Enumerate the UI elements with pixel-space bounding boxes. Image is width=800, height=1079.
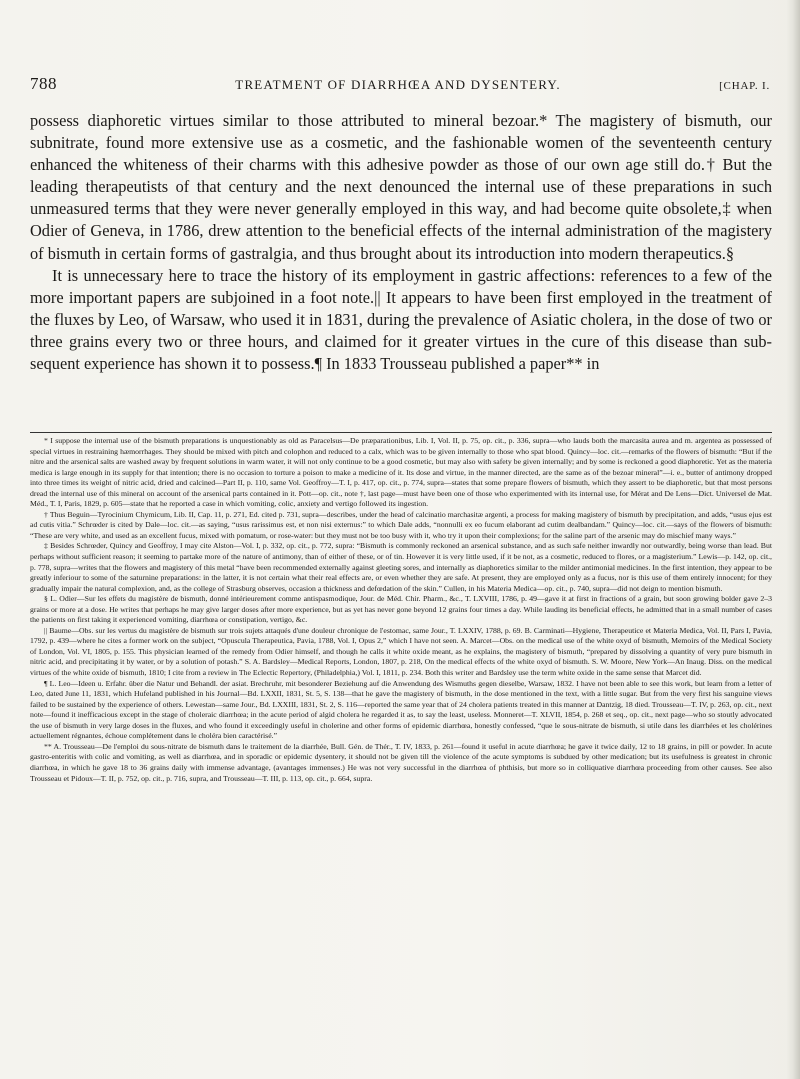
paragraph: possess diaphoretic virtues similar to those attributed to mineral bezoar.* The magistery of bismuth, our subnitrate, found more extensive use as a cosmetic, and the fashionable women of the seventeenth century enhanced the whiteness of their charms with this adhesive powder as those of our own age still do.† But the leading therapeutists of that century and the next denounced the internal use of these preparations in such unmeasured terms that they were never generally employed in this way, and had become quite obsolete,‡ when Odier of Geneva, in 1786, drew attention to the beneficial effects of the internal administration of the magistery of bismuth in certain forms of gastralgia, and thus brought about its introduction into modern therapeutics.§ xyxy=(30,111,772,263)
main-text xyxy=(30,110,772,375)
footnotes xyxy=(30,436,772,784)
page-number: 788 xyxy=(30,74,57,93)
footnote: ** A. Trousseau—De l'emploi du sous-nitrate de bismuth dans le traitement de la diarrhée, Bull. Gén. de Thér., T. IV, 1833, p. 261—found it useful in acute diarrhœa; he gave it twice daily, 12 to 18 grains, in pill or powder. In acute gastro-enteritis with colic and vomiting, as well as diarrhœa, and in sporadic or epidemic dysentery, it should not be given till the violence of the acute symptoms is subdued by other medication; but its usefulness is greatest in chronic diarrhœa, in which he gave 18 to 36 grains daily with immense advantage, (avantages immenses.) He was not very successful in the diarrhœa of phthisis, but more so in colliquative diarrhœa proceeding from other causes. See also Trousseau et Pidoux—T. II, p. 752, op. cit., p. 716, supra, and Trousseau—T. III, p. 113, op. cit., p. 664, supra. xyxy=(30,741,772,783)
footnote: † Thus Beguin—Tyrocinium Chymicum, Lib. II, Cap. 11, p. 271, Ed. cited p. 731, supra—describes, under the head of calcinatio marchasitæ argenti, a process for making magistery of bismuth by precipitation, and adds, “usus ejus est ad cutis vitia.” Schrœder is cited by Dale—loc. cit.—as saying, “usus rarissimus est, et non nisi externus:” to which Dale adds, “nonnulli ex eo fucum elaborant ad cutim dealbandam.” Quincy—loc. cit.—says of the flowers of bismuth: “These are very white, and used as an excellent fucus, mixed with pomatum, or rose-water: but they must not be too busy with it, who try it upon their complexions; for the saline part of the arsenic may do mischief many ways.” xyxy=(30,509,772,540)
footnote: ‡ Besides Schrœder, Quincy and Geoffroy, I may cite Alston—Vol. I, p. 332, op. cit., p. 772, supra: “Bismuth is commonly reckoned an arsenical substance, and as such safe neither inwardly nor outwardly, being worse than lead. But perhaps without sufficient reason; it seeming to partake more of the nature of antimony, than of either of these, or of tin. However it is very little used, if it be not, as a cosmetic, reduced to flores, or a magisterium.” Lewis—p. 142, op. cit., p. 778, supra—writes that the flowers and magistery of this metal “have been recommended externally against gleeting sores, and internally as diaphoretics similar to the milder antimonial medicines. In the first intention, they appear to be greatly inferiour to some of the saturnine preparations: in the latter, it is not certain what their real effects are, or even whether they are safe. At present, they are employed only as a fucus, nor is this use of them entirely innocent; for they gradually impair the natural complexion, and, as the college of Strasburg observes, occasion a thickness and defœdation of the skin.” Cullen, in his Materia Medica—op. cit., p. 740, supra—did not deign to mention bismuth. xyxy=(30,541,772,593)
paragraph: It is unnecessary here to trace the history of its employment in gastric affections: references to a few of the more important papers are subjoined in a foot note.|| It appears to have been first employed in the treatment of the fluxes by Leo, of Warsaw, who used it in 1831, during the prevalence of Asiatic cholera, in the dose of two or three grains every two or three hours, and claimed for it greater virtues in the cure of this disease than sub-sequent experience has shown it to possess.¶ In 1833 Trousseau published a paper** in xyxy=(30,265,772,374)
footnote: § L. Odier—Sur les effets du magistère de bismuth, donné intérieurement comme antispasmodique, Jour. de Méd. Chir. Pharm., &c., T. LXVIII, 1786, p. 49—gave it at first in fractions of a grain, but soon growing bolder gave 2–3 grains or more at a dose. He writes that perhaps he may give larger doses after more experience, but as yet has never gone beyond 12 grains four times a day. While lauding its beneficial effects, he admitted that in a small number of cases the patients on first taking it experienced vomiting, diarrhœa or constipation, vertigo, &c. xyxy=(30,594,772,625)
page-header xyxy=(30,74,770,96)
chapter-label: [CHAP. I. xyxy=(719,80,770,92)
footnote: ¶ L. Leo—Ideen u. Erfahr. über die Natur und Behandl. der asiat. Brechruhr, mit besonderer Beziehung auf die Anwendung des Wismuths gegen dieselbe, Warsaw, 1832. I have not been able to see this work, but learn from a letter of Leo, dated June 11, 1831, which Hufeland published in his Journal—Bd. LXXII, 1831, St. 5, S. 138—that he gave the magistery of bismuth, in the dose mentioned in the text, with a little sugar. But from the very first his sanguine views failed to be sustained by the experience of others. Lewestan—same Jour., Bd. LXXIII, 1831, St. 2, S. 116—reported the same year that of 24 cholera patients treated in this manner at Dantzig, 18 died. Trousseau—T. IV, p. 263, op. cit., next note—found it inefficacious except in the stage of choleraic diarrhœa; in the acute period of algid cholera he regarded it as, to say the least, useless. Monneret—T. XLVII, 1854, p. 268 et seq., op. cit., next page—who so stoutly advocated the use of bismuth in very large doses in the fluxes, and who found it exceedingly useful in cholerine and other forms of epidemic diarrhœa, honestly confessed, “que le sous-nitrate de bismuth, si utile dans les diarrhées et les cholérines actuellement régnantes, échoue complétement dans le choléra bien caractérisé.” xyxy=(30,678,772,741)
footnote-rule xyxy=(30,432,772,433)
running-title: TREATMENT OF DIARRHŒA AND DYSENTERY. xyxy=(235,77,561,92)
page-edge-shadow xyxy=(786,0,800,1079)
footnote: * I suppose the internal use of the bismuth preparations is unquestionably as old as Paracelsus—De præparationibus, Lib. I, Vol. II, p. 75, op. cit., p. 336, supra—who lauds both the marcasita aurea and m. argentea as possessed of special virtues in restraining hæmorrhages. They should be mixed with pitch and colophon and reduced to a calx, which was to be given internally to those who spat blood. Quincy—loc. cit.—remarks of the flowers of bismuth: “But if the nitre and the arsenical salts are washed away by frequent solutions in warm water, it will not only continue to be a good cosmetic, but may also with safety be given internally; and by some is reckoned a good diaphoretic. Yet as the materia medica is large enough in its supply for that intention; there is no occasion to torture a poison to make a medicine of it. Its dose and virtue, in the manner directed, are the same as of the bezoar mineral”—i. e., butter of antimony dropped into three times its weight of nitric acid, dried and calcined—Part II, p. 110, same Vol. Geoffroy—T. I, p. 417, op. cit., p. 774, supra—states that some prepare flowers of bismuth, which they assert to be diaphoretic, but that most persons dread the internal use of this mineral on account of the arsenical parts contained in it. Pott—op. cit., note †, last page—must have been one of those who experimented with its internal use, for Mérat and De Lens—Dict. Universel de Mat. Méd., T. I, Paris, 1829, p. 605—state that he reported a case in which vomiting, colic, anxiety and vertigo followed its ingestion. xyxy=(30,436,772,509)
footnote: || Baume—Obs. sur les vertus du magistère de bismuth sur trois sujets attaqués d'une douleur chronique de l'estomac, same Jour., T. LXXIV, 1788, p. 69. B. Carminati—Hygiene, Therapeutice et Materia Medica, Vol. II, Pars I, Pavia, 1792, p. 439—where he cites a former work on the subject, “Opuscula Therapeutica, Pavia, 1788, Vol. I, Opus 2,” which I have not seen. A. Marcet—Obs. on the medical use of the white oxyd of bismuth, Memoirs of the Medical Society of London, Vol. VI, 1805, p. 155. This physician learned of the remedy from Odier himself, and though he calls it white oxide meant, as he explains, the magistery of bismuth, “prepared by dissolving a quantity of very pure bismuth in nitric acid, and precipitating it by water, or by a solution of potash.” S. A. Bardsley—Medical Reports, London, 1807, p. 218, On the medical effects of the white oxyd of bismuth. S. W. Moore, New York—An Inaug. Diss. on the medical virtues of the white oxide of bismuth, 1810; I cite from a review in The Eclectic Repertory, (Philadelphia,) Vol. I, 1811, p. 234. Both this writer and Bardsley use the term white oxide in the same sense that Marcet did. xyxy=(30,625,772,678)
